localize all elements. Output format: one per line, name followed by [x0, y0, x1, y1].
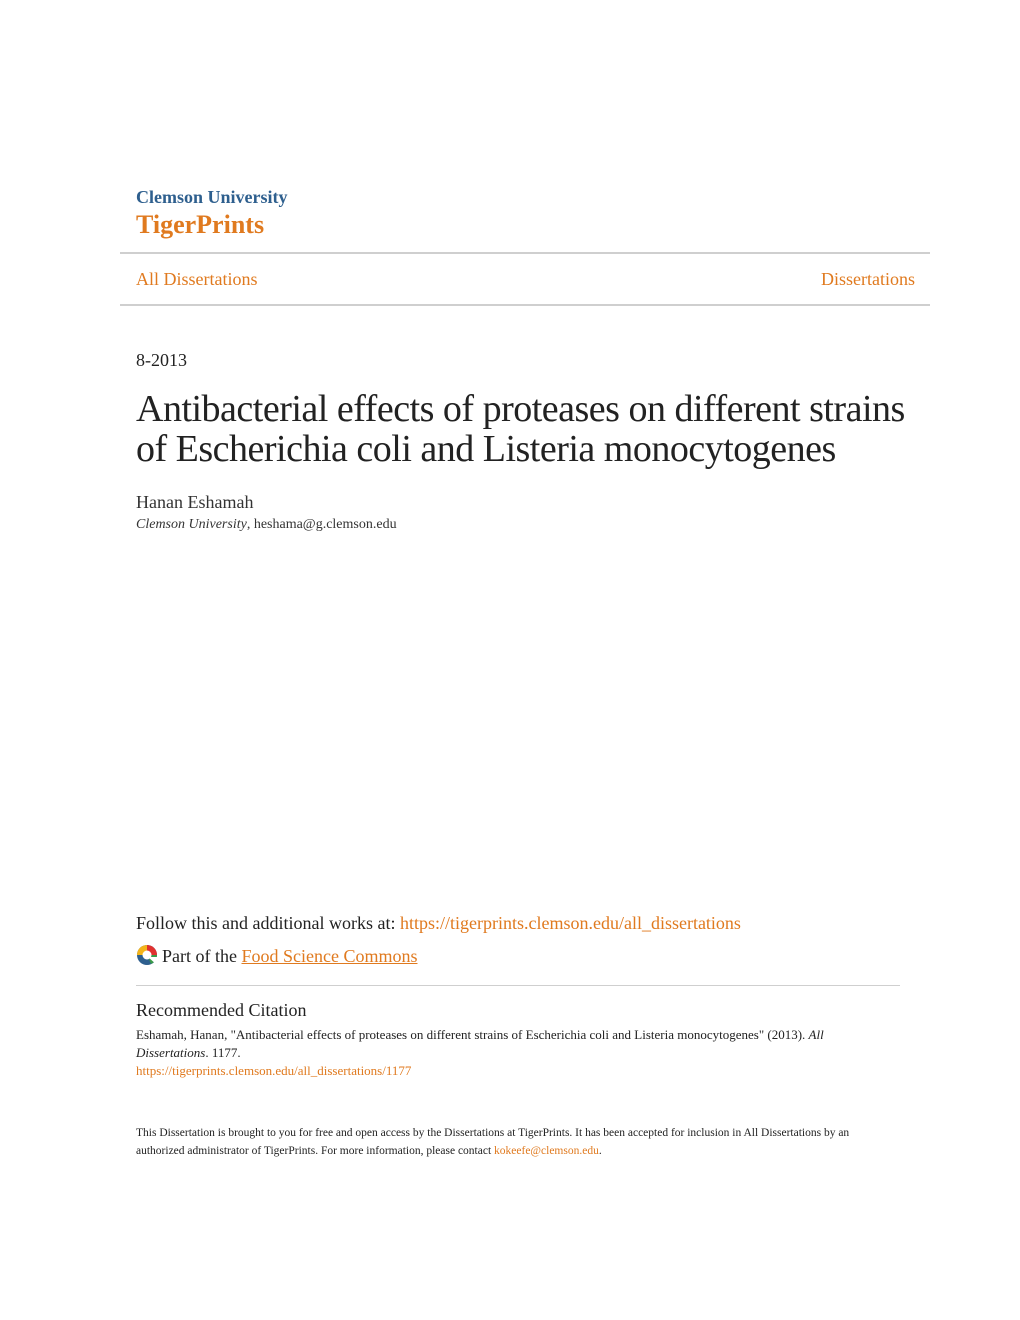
food-science-commons-link[interactable]: Food Science Commons	[241, 946, 418, 966]
repository-brand	[136, 186, 288, 240]
publication-date: 8-2013	[136, 350, 187, 370]
citation-series: All Dissertations	[136, 1027, 824, 1060]
part-of-line	[136, 944, 417, 967]
affiliation-name: Clemson University	[136, 517, 247, 532]
author-name: Hanan Eshamah	[136, 492, 254, 512]
follow-url-link[interactable]: https://tigerprints.clemson.edu/all_dissertations	[399, 913, 741, 933]
all-dissertations-link[interactable]: All Dissertations	[136, 269, 258, 289]
citation-body	[136, 1026, 896, 1080]
citation-url-link[interactable]: https://tigerprints.clemson.edu/all_dissertations/1177	[136, 1063, 412, 1078]
access-notice	[136, 1124, 896, 1160]
commons-network-icon	[136, 944, 158, 966]
top-divider	[120, 252, 930, 254]
citation-number: . 1177.	[205, 1045, 241, 1060]
part-of-label: Part of the	[162, 946, 242, 966]
access-notice-text: This Dissertation is brought to you for free and open access by the Dissertations at TigerPrints. It has been accepted for inclusion in All Dissertations by an authorized administrator of TigerPrints. For more information, please contact	[136, 1127, 850, 1157]
access-notice-end: .	[598, 1145, 602, 1157]
follow-line	[136, 913, 741, 934]
citation-heading: Recommended Citation	[136, 1000, 307, 1020]
institution-name: Clemson University	[136, 187, 288, 207]
affiliation-separator: ,	[246, 517, 254, 532]
author-affiliation	[136, 517, 397, 533]
nav-divider	[120, 304, 930, 306]
citation-divider	[136, 985, 900, 986]
repository-name[interactable]: TigerPrints	[136, 210, 265, 239]
contact-email-link[interactable]: kokeefe@clemson.edu	[494, 1145, 599, 1157]
citation-text: Eshamah, Hanan, "Antibacterial effects of proteases on different strains of Escherichia coli and Listeria monocytogenes" (2013).	[136, 1027, 809, 1042]
dissertations-link[interactable]: Dissertations	[821, 269, 915, 289]
author-email: heshama@g.clemson.edu	[253, 517, 397, 532]
follow-label: Follow this and additional works at:	[136, 913, 400, 933]
document-title: Antibacterial effects of proteases on different strains of Escherichia coli and Listeria monocytogenes	[136, 388, 905, 470]
